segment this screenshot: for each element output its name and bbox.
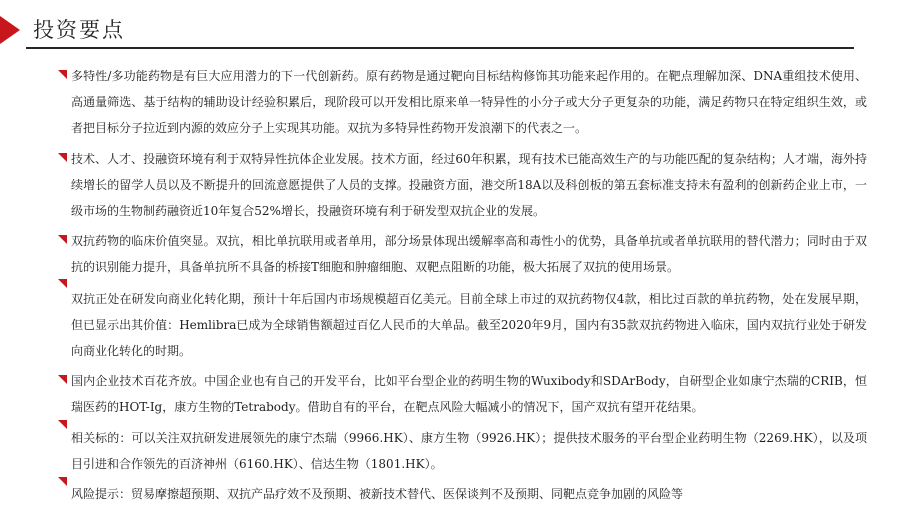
bullet-paragraph-7: 风险提示：贸易摩擦超预期、双抗产品疗效不及预期、被新技术替代、医保谈判不及预期、同靶点竞争加剧的风险等 xyxy=(71,487,684,501)
bullet-marker-icon xyxy=(58,477,67,486)
bullet-marker-icon xyxy=(58,70,67,79)
slide-header xyxy=(0,0,920,52)
bullet-marker-icon xyxy=(58,279,67,288)
bullet-paragraph-3: 双抗药物的临床价值突显。双抗，相比单抗联用或者单用，部分场景体现出缓解率高和毒性小的优势，具备单抗或者单抗联用的替代潜力；同时由于双抗的识别能力提升，具备单抗所不具备的桥接T细胞和肿瘤细胞、双靶点阻断的功能，极大拓展了双抗的使用场景。 xyxy=(71,234,867,274)
bullet-paragraph-6: 相关标的：可以关注双抗研发进展领先的康宁杰瑞（9966.HK）、康方生物（9926.HK）；提供技术服务的平台型企业药明生物（2269.HK），以及项目引进和合作领先的百济神州（6160.HK）、信达生物（1801.HK）。 xyxy=(71,431,867,471)
bullet-paragraph-4: 双抗正处在研发向商业化转化期，预计十年后国内市场规模超百亿美元。目前全球上市过的双抗药物仅4款，相比过百款的单抗药物，处在发展早期，但已显示出其价值：Hemlibra已成为全球销售额超过百亿人民币的大单品。截至2020年9月，国内有35款双抗药物进入临床，国内双抗行业处于研发向商业化转化的时期。 xyxy=(71,292,867,358)
bullet-marker-icon xyxy=(58,375,67,384)
bullet-paragraph-5: 国内企业技术百花齐放。中国企业也有自己的开发平台，比如平台型企业的药明生物的Wuxibody和SDArBody，自研型企业如康宁杰瑞的CRIB，恒瑞医药的HOT-Ig，康方生物的Tetrabody。借助自有的平台，在靶点风险大幅减小的情况下，国产双抗有望开花结果。 xyxy=(71,374,867,414)
bullet-paragraph-1: 多特性/多功能药物是有巨大应用潜力的下一代创新药。原有药物是通过靶向目标结构修饰其功能来起作用的。在靶点理解加深、DNA重组技术使用、高通量筛选、基于结构的辅助设计经验积累后，现阶段可以开发相比原来单一特异性的小分子或大分子更复杂的功能，满足药物只在特定组织生效，或者把目标分子拉近到内源的效应分子上实现其功能。双抗为多特异性药物开发浪潮下的代表之一。 xyxy=(71,69,867,135)
header-divider xyxy=(26,47,854,49)
red-flag-icon xyxy=(0,16,20,44)
bullet-paragraph-2: 技术、人才、投融资环境有利于双特异性抗体企业发展。技术方面，经过60年积累，现有技术已能高效生产的与功能匹配的复杂结构；人才端，海外持续增长的留学人员以及不断提升的回流意愿提供了人员的支撑。投融资方面，港交所18A以及科创板的第五套标准支持未有盈利的创新药企业上市，一级市场的生物制药融资近10年复合52%增长，投融资环境有利于研发型双抗企业的发展。 xyxy=(71,152,867,218)
bullet-marker-icon xyxy=(58,235,67,244)
bullet-marker-icon xyxy=(58,153,67,162)
bullet-marker-icon xyxy=(58,420,67,429)
page-title: 投资要点 xyxy=(33,18,125,42)
